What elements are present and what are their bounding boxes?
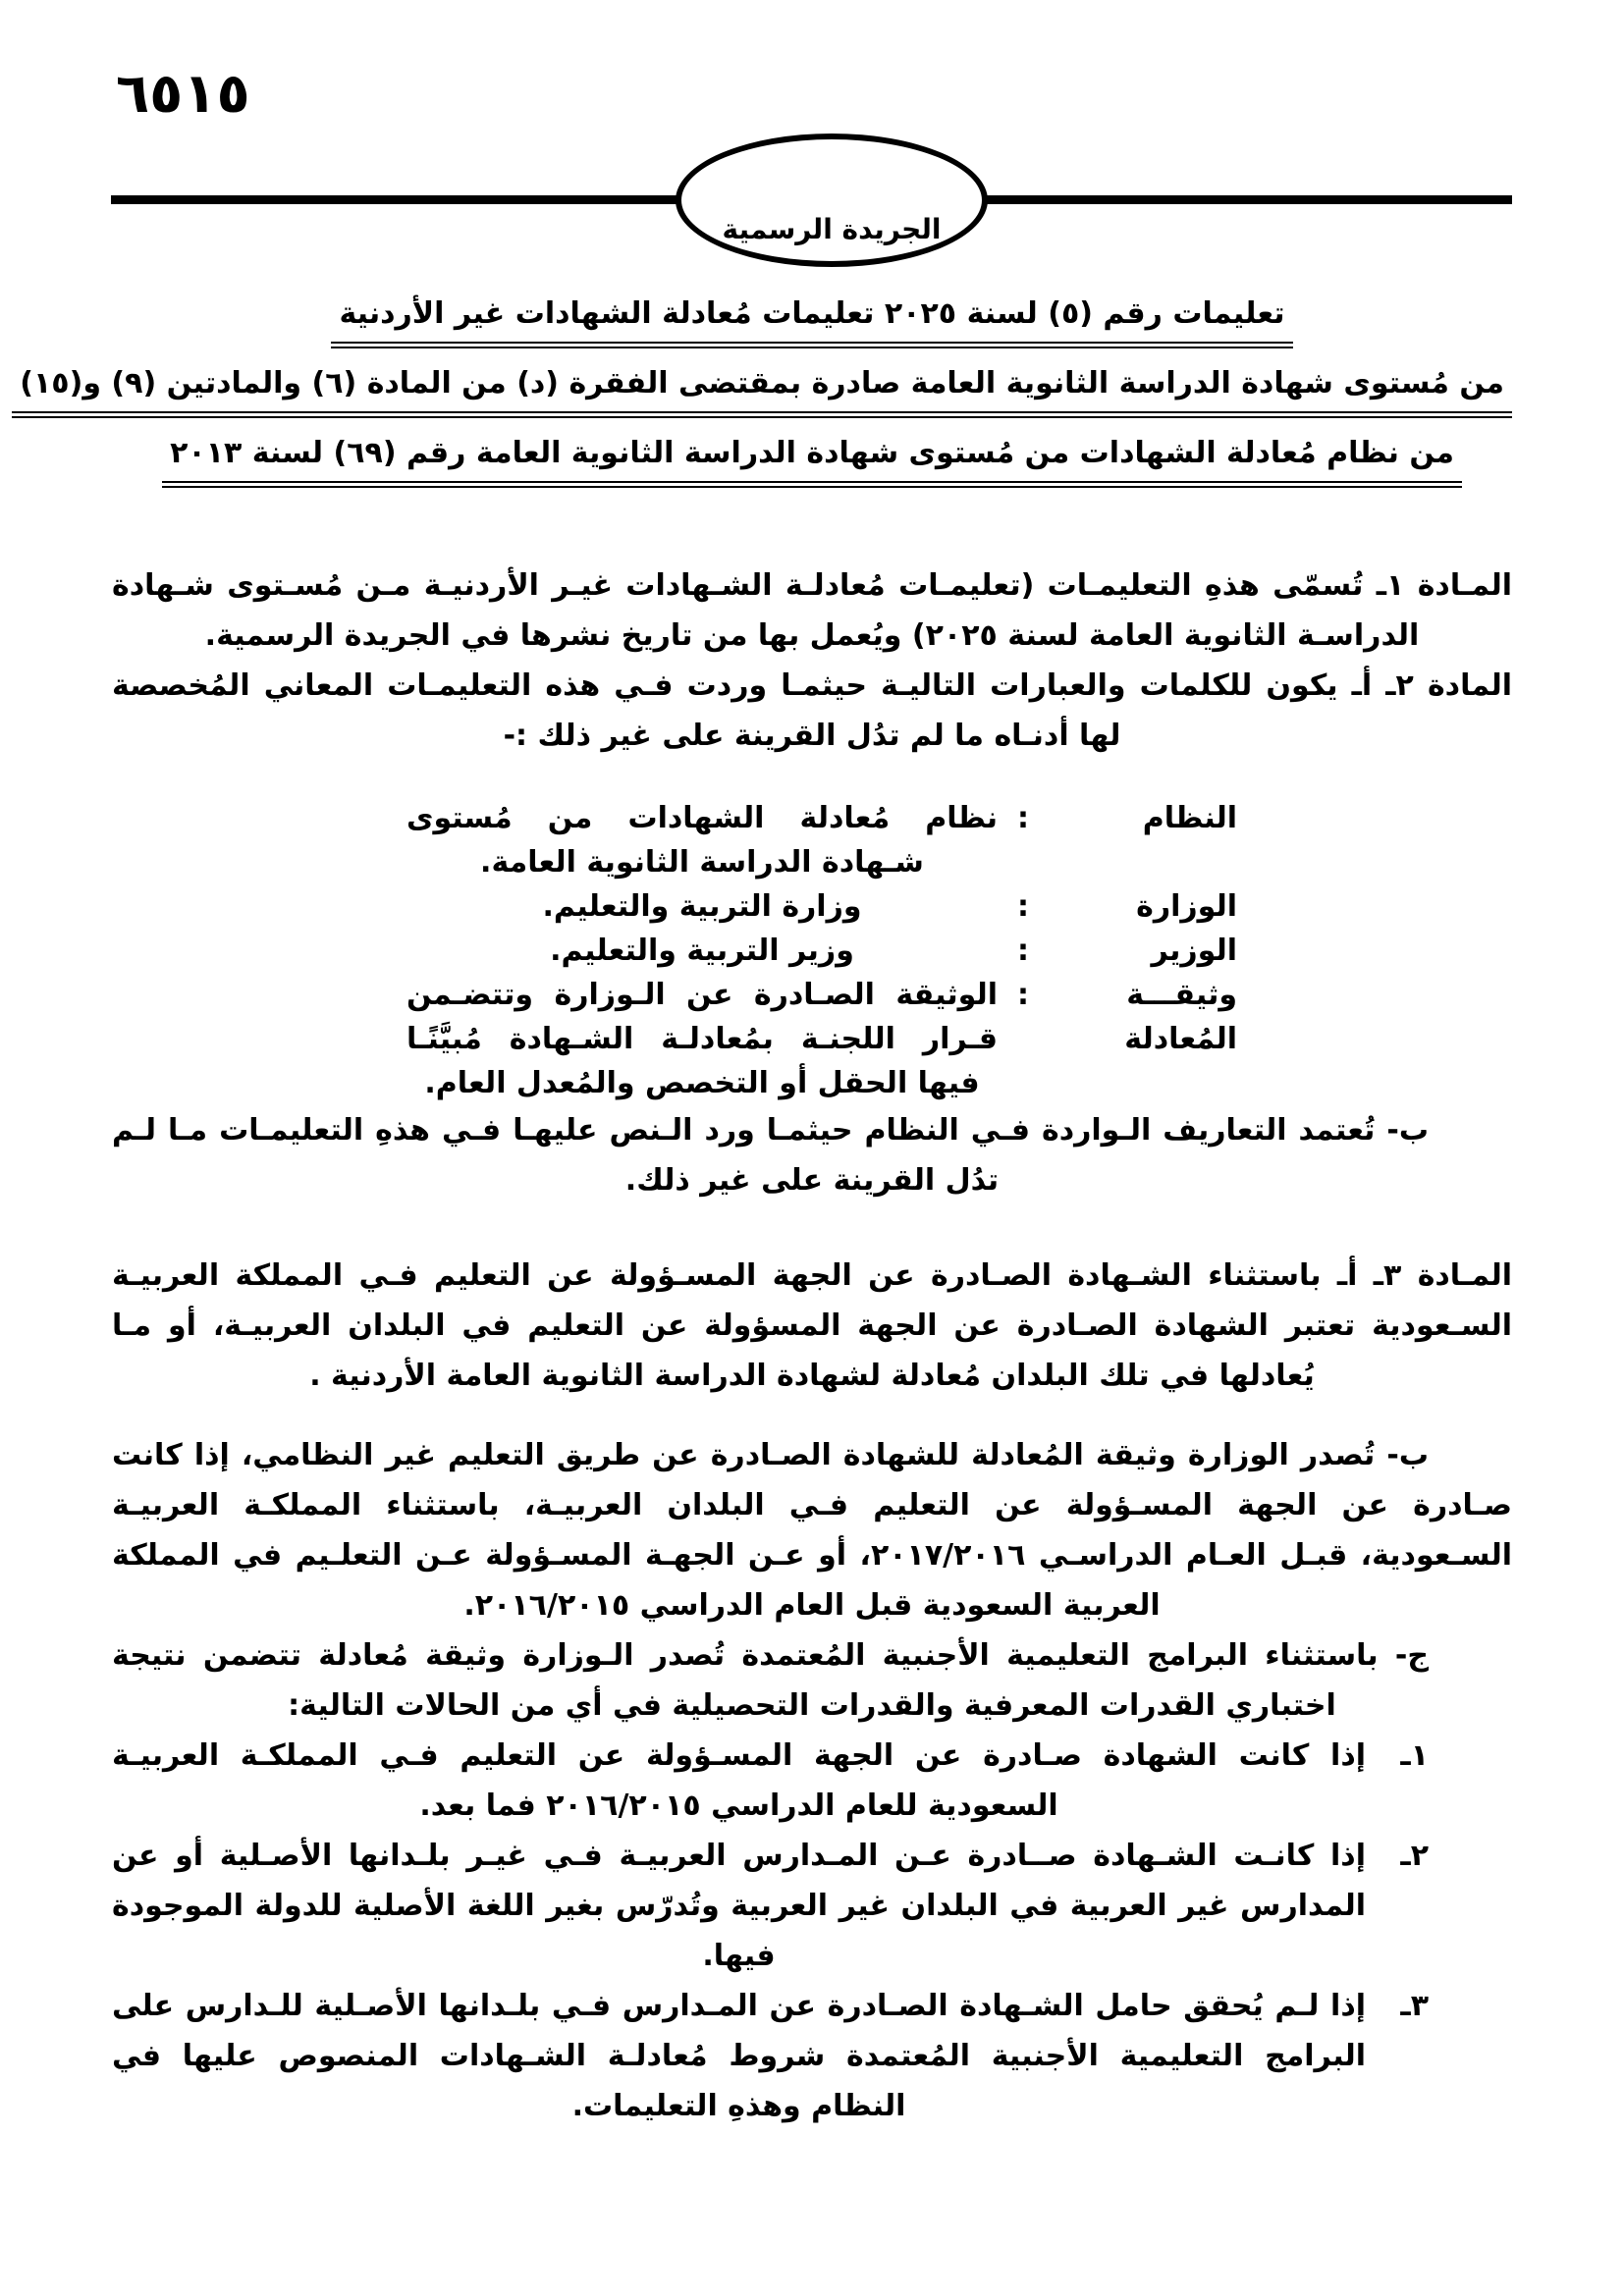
- case-text: إذا كانـت الشـهادة صــادرة عـن المـدارس العربيـة فـي غيـر بلـدانها الأصـلية أو عن المدارس غير العربية في البلدان غير العربية وتُدرّس بغير اللغة الأصلية للدولة الموجودة فيها.: [112, 1839, 1366, 1973]
- article-1: المـادة ١ـ تُسمّى هذهِ التعليمـات (تعليمـات مُعادلـة الشـهادات غيـر الأردنيـة مـن مُسـتوى شـهادة الدراسـة الثانوية العامة لسنة ٢٠٢٥) ويُعمل بها من تاريخ نشرها في الجريدة الرسمية.: [112, 568, 1512, 653]
- case-number: ١ـ: [1400, 1738, 1429, 1773]
- definition-text: وزارة التربية والتعليم.: [542, 889, 862, 924]
- article-3-c: ج- باستثناء البرامج التعليمية الأجنبية المُعتمدة تُصدر الـوزارة وثيقة مُعادلة تتضمن نتيجة اختباري القدرات المعرفية والقدرات التحصيلية في أي من الحالات التالية:: [112, 1638, 1429, 1723]
- definition-colon: :: [1017, 934, 1029, 968]
- title-line-2: من مُستوى شهادة الدراسة الثانوية العامة صادرة بمقتضى الفقرة (د) من المادة (٦) والمادتين (٩) و(١٥): [12, 364, 1512, 418]
- definition-row-system: [406, 796, 1237, 884]
- title-row-1: [112, 294, 1512, 348]
- definition-term: الوزير: [1151, 934, 1237, 968]
- gazette-seal-oval: [676, 133, 988, 267]
- document-title: [20, 294, 1512, 488]
- title-row-3: [112, 434, 1512, 488]
- article-2-a: المادة ٢ـ أـ يكون للكلمات والعبارات التاليـة حيثمـا وردت فـي هذه التعليمـات المعاني المُخصصة لها أدنـاه ما لم تدُل القرينة على غير ذلك :-: [112, 668, 1512, 753]
- definition-colon: :: [1017, 801, 1029, 835]
- title-line-1: تعليمات رقم (٥) لسنة ٢٠٢٥ تعليمات مُعادلة الشهادات غير الأردنية: [331, 294, 1292, 348]
- definition-text: وزير التربية والتعليم.: [550, 934, 854, 968]
- definition-colon: :: [1017, 889, 1029, 924]
- article-2-b: ب- تُعتمد التعاريف الـواردة فـي النظام حيثمـا ورد الـنص عليهـا فـي هذهِ التعليمـات مـا لـم تدُل القرينة على غير ذلك.: [112, 1113, 1429, 1198]
- case-item-3: [112, 1981, 1429, 2131]
- definition-row-minister: [406, 929, 1237, 973]
- document-body: [20, 294, 1512, 2131]
- case-text: إذا لـم يُحقق حامل الشـهادة الصـادرة عن المـدارس فـي بلـدانها الأصـلية للـدارس على البرامج التعليمية الأجنبية المُعتمدة شروط مُعادلـة الشـهادات المنصوص عليها في النظام وهذهِ التعليمات.: [112, 1989, 1366, 2123]
- definition-row-equivalency-document: [406, 973, 1237, 1105]
- definition-term: النظام: [1142, 801, 1237, 835]
- definition-term: الوزارة: [1136, 889, 1237, 924]
- case-number: ٣ـ: [1400, 1989, 1429, 2023]
- definition-row-ministry: [406, 884, 1237, 929]
- title-line-3: من نظام مُعادلة الشهادات من مُستوى شهادة الدراسة الثانوية العامة رقم (٦٩) لسنة ٢٠١٣: [162, 434, 1462, 488]
- definition-term: وثيقـــة المُعادلة: [1124, 978, 1237, 1056]
- case-item-2: [112, 1831, 1429, 1981]
- definition-text: نظام مُعادلة الشهادات من مُستوى شـهادة الدراسة الثانوية العامة.: [406, 801, 998, 880]
- article-3-a: المـادة ٣ـ أـ باستثناء الشـهادة الصـادرة عن الجهة المسـؤولة عن التعليم فـي المملكة العربيـة السـعودية تعتبر الشهادة الصـادرة عن الجهة المسؤولة عن التعليم في البلدان العربيـة، أو مـا يُعادلها في تلك البلدان مُعادلة لشهادة الدراسة الثانوية العامة الأردنية .: [112, 1258, 1512, 1393]
- definition-text: الوثيقة الصـادرة عن الـوزارة وتتضـمن قـرار اللجنـة بمُعادلـة الشـهادة مُبيَّنًـا فيها الحقل أو التخصص والمُعدل العام.: [406, 978, 998, 1100]
- page-number: ٦٥١٥: [116, 62, 250, 126]
- case-text: إذا كانت الشهادة صـادرة عن الجهة المسـؤولة عن التعليم فـي المملكـة العربيـة السعودية للعام الدراسي ٢٠١٦/٢٠١٥ فما بعد.: [112, 1738, 1366, 1823]
- case-number: ٢ـ: [1400, 1839, 1429, 1873]
- definitions-table: [406, 796, 1237, 1105]
- case-item-1: [112, 1731, 1429, 1831]
- article-3-b: ب- تُصدر الوزارة وثيقة المُعادلة للشهادة الصـادرة عن طريق التعليم غير النظامي، إذا كانت صـادرة عن الجهة المسـؤولة عن التعليم فـي البلدان العربيـة، باستثناء المملكـة العربيـة السـعودية، قبـل العـام الدراسـي ٢٠١٧/٢٠١٦، أو عـن الجهـة المسـؤولة عـن التعلـيم في المملكة العربية السعودية قبل العام الدراسي ٢٠١٦/٢٠١٥.: [112, 1438, 1512, 1623]
- title-row-2: [20, 364, 1512, 418]
- gazette-name: الجريدة الرسمية: [722, 213, 942, 245]
- definition-colon: :: [1017, 978, 1029, 1012]
